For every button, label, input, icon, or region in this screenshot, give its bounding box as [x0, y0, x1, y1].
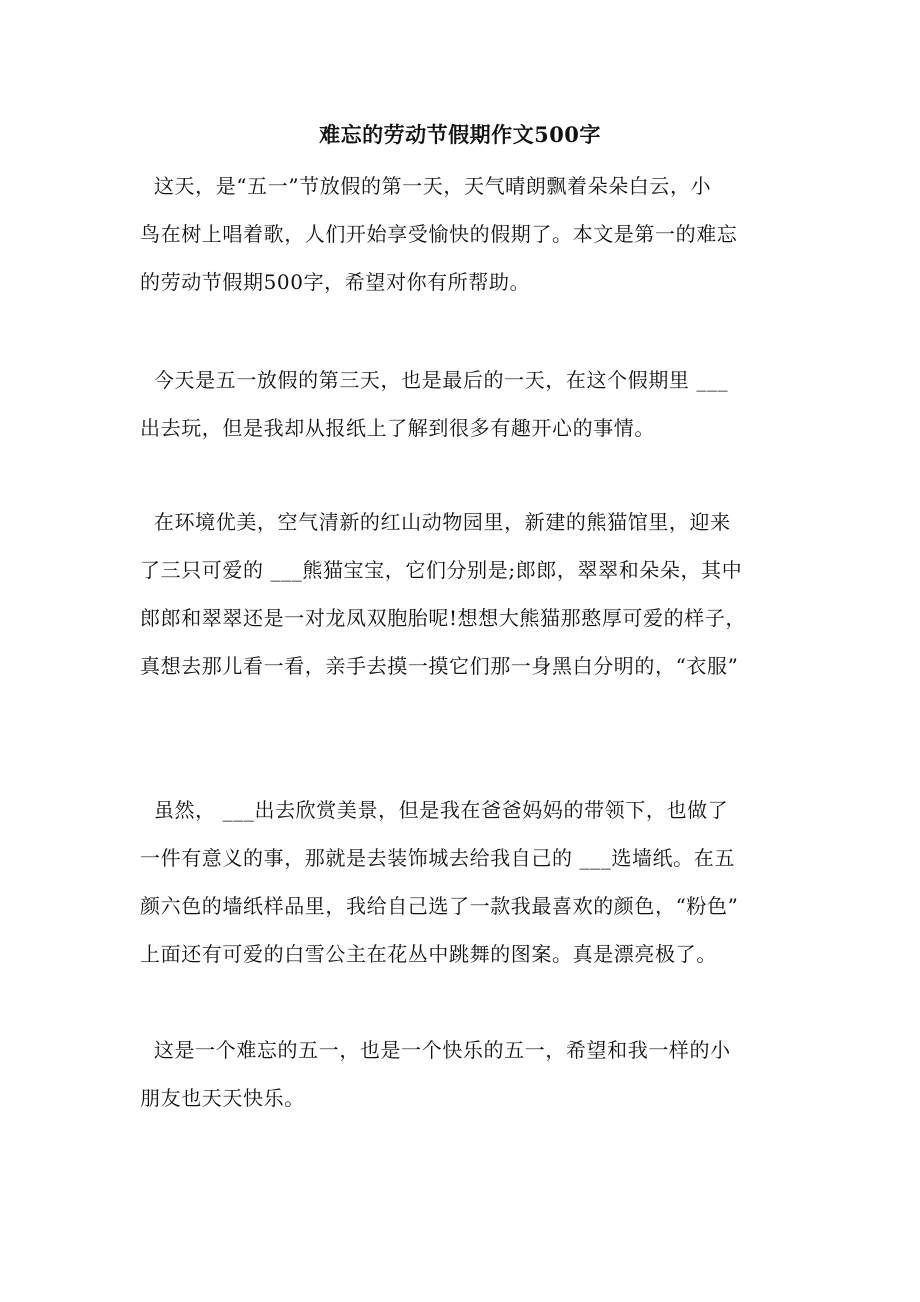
paragraph-4-line-2: 一件有意义的事，那就是去装饰城去给我自己的 ___选墙纸。在五 [140, 846, 735, 870]
paragraph-1-line-2: 鸟在树上唱着歌，人们开始享受愉快的假期了。本文是第一的难忘 [140, 222, 738, 246]
paragraph-3-line-1: 在环境优美，空气清新的红山动物园里，新建的熊猫馆里，迎来 [140, 510, 731, 534]
paragraph-5-line-1: 这是一个难忘的五一，也是一个快乐的五一，希望和我一样的小 [140, 1038, 731, 1062]
paragraph-2-line-1: 今天是五一放假的第三天，也是最后的一天，在这个假期里 ___ [140, 368, 729, 392]
paragraph-3-line-4: 真想去那儿看一看，亲手去摸一摸它们那一身黑白分明的，“衣服” [140, 654, 739, 678]
document-title: 难忘的劳动节假期作文500字 [319, 122, 601, 147]
paragraph-3-line-2: 了三只可爱的 ___熊猫宝宝，它们分别是;郎郎，翠翠和朵朵，其中 [140, 558, 743, 582]
paragraph-4-line-4: 上面还有可爱的白雪公主在花丛中跳舞的图案。真是漂亮极了。 [140, 942, 717, 966]
paragraph-4-line-3: 颜六色的墙纸样品里，我给自己选了一款我最喜欢的颜色，“粉色” [140, 894, 739, 918]
paragraph-5-line-2: 朋友也天天快乐。 [140, 1086, 305, 1110]
paragraph-2-line-2: 出去玩，但是我却从报纸上了解到很多有趣开心的事情。 [140, 416, 655, 440]
paragraph-4-line-1: 虽然， ___出去欣赏美景，但是我在爸爸妈妈的带领下，也做了 [140, 798, 729, 822]
paragraph-1-line-3: 的劳动节假期500字，希望对你有所帮助。 [140, 270, 531, 294]
paragraph-3-line-3: 郎郎和翠翠还是一对龙凤双胞胎呢!想想大熊猫那憨厚可爱的样子， [140, 606, 747, 630]
paragraph-1-line-1: 这天，是“五一”节放假的第一天，天气晴朗飘着朵朵白云，小 [140, 174, 712, 198]
